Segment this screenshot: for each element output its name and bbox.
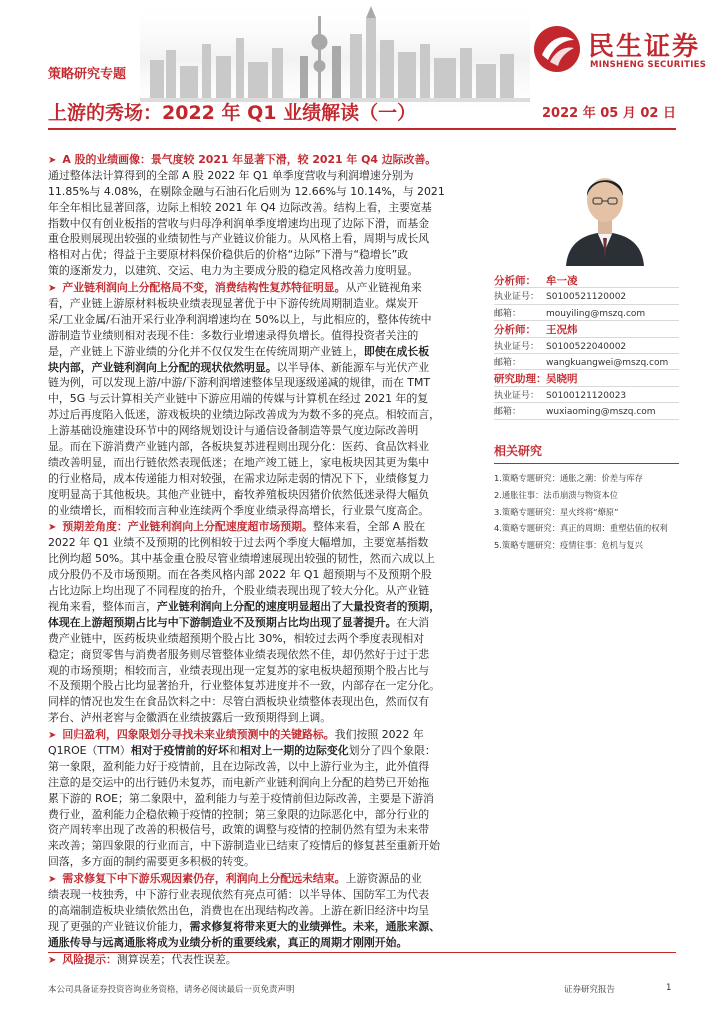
text-line [48, 296, 481, 312]
text-line [48, 168, 481, 184]
text-line [48, 871, 481, 887]
text-line [48, 887, 481, 903]
text-line [48, 935, 481, 951]
text-line [48, 184, 481, 200]
bullet-arrow-icon: ➤ [48, 522, 57, 534]
text-line [48, 903, 481, 919]
text-run: 产业链利润向上分配的速度明显超出了大量投资者的预期， [156, 599, 441, 613]
text-line [48, 647, 481, 663]
text-line [48, 216, 481, 232]
text-line [48, 727, 481, 743]
analyst-email-label: 邮箱： [494, 407, 522, 418]
text-run: 显。而在下游消费产业链内部，各板块复苏进程则出现分化：医药、食品饮料业 [48, 440, 430, 454]
text-run: 链为例，可以发现上游/中游/下游利润增速整体呈现逐级递减的规律，而在 TMT [48, 376, 431, 390]
text-line [48, 583, 481, 599]
text-run: 体现在上游超预期占比与中下游制造业不及预期占比均出现了显著提升。 [48, 615, 397, 629]
related-research-item[interactable]: 5.策略专题研究：疫情往事：危机与复兴 [494, 540, 643, 551]
paragraph-heading: A 股的业绩画像：景气度较 2021 年显著下滑，较 2021 年 Q4 边际改善。 [62, 153, 437, 166]
text-line [48, 280, 481, 296]
text-line [48, 344, 481, 360]
text-line [48, 759, 481, 775]
analyst-role: 研究助理： [494, 373, 547, 386]
text-run: 来改善；第四象限的行业而言，中下游制造业已结束了疫情后的修复甚至重新开始 [48, 839, 441, 853]
text-line [48, 710, 481, 726]
text-run: 成分股仍不及市场预期。而在各类风格内部 2022 年 Q1 超预期与不及预期个股 [48, 568, 432, 582]
text-run: 绩表现一枝独秀，中下游行业表现依然有亮点可循：以半导体、国防军工为代表 [48, 887, 430, 901]
text-line [48, 328, 481, 344]
analyst-cert: S0100521120002 [546, 292, 627, 303]
text-run: 块内部，产业链利润向上分配的现状依然明显。 [48, 360, 277, 374]
text-line [48, 375, 481, 391]
text-run: 的业绩增长，而相较而言种业连续两个季度业绩录得高增长，行业景气度高企。 [48, 503, 430, 517]
page-number: 1 [666, 983, 672, 993]
text-run: 划分了四个象限： [348, 743, 436, 757]
text-line [48, 952, 481, 968]
text-run: 策的逐渐发力，以建筑、交运、电力为主要成分股的稳定风格改善力度明显。 [48, 264, 419, 278]
text-run: 占比边际上均出现了不同程度的抬升，个股业绩表现出现了较大分化。从产业链 [48, 584, 430, 598]
text-run: 即使在成长板 [363, 344, 430, 358]
text-line [48, 838, 481, 854]
summary-paragraph [48, 871, 481, 950]
text-line [48, 615, 481, 631]
report-category: 策略研究专题 [48, 67, 127, 82]
analyst-cert-label: 执业证号： [494, 341, 540, 352]
text-line [48, 599, 481, 615]
text-run: 中，5G 与云计算相关产业链中下游应用端的传媒与计算机在经过 2021 年的复 [48, 392, 429, 406]
analyst-cert: S0100121120023 [546, 390, 627, 401]
text-line [48, 200, 481, 216]
analyst-role: 分析师： [494, 324, 536, 337]
text-line [48, 263, 481, 279]
analyst-email-row [494, 307, 679, 321]
text-line [48, 247, 481, 263]
text-line [48, 439, 481, 455]
summary-paragraph [48, 952, 481, 968]
text-run: 度明显高于其他板块。其他产业链中，畜牧养殖板块因猪价依然低迷录得大幅负 [48, 487, 430, 501]
analyst-email-label: 邮箱： [494, 308, 522, 319]
text-run: 茅台、泸州老窖与金徽酒在业绩披露后一致预期得到上调。 [48, 711, 332, 725]
analyst-cert-row [494, 389, 679, 403]
text-run: 重仓股则展现出较强的业绩韧性与产业链议价能力。从风格上看，周期与成长风 [48, 232, 430, 246]
text-line [48, 631, 481, 647]
analyst-info [494, 274, 679, 422]
text-run: 回落，多方面的制约需要更多积极的转变。 [48, 855, 255, 869]
text-run: 从产业链视角来 [345, 281, 422, 295]
text-run: 和 [228, 743, 240, 757]
text-run: 通过整体法计算得到的全部 A 股 2022 年 Q1 单季度营收与利润增速分别为 [48, 168, 414, 182]
text-line [48, 743, 481, 759]
analyst-name: 吴晓明 [546, 373, 578, 386]
text-line [48, 678, 481, 694]
text-run: 上游资源品的业 [345, 872, 422, 886]
paragraph-heading: 风险提示： [62, 952, 117, 966]
text-line [48, 807, 481, 823]
text-run: 同样的情况也发生在食品饮料之中：尽管白酒板块业绩整体表现出色，然而仅有 [48, 695, 430, 709]
text-line [48, 360, 481, 376]
text-run: 以半导体、新能源车与光伏产业 [276, 360, 430, 374]
related-research-item[interactable]: 1.策略专题研究：通胀之潮：价差与库存 [494, 473, 643, 483]
analyst-card [494, 372, 679, 419]
text-line [48, 407, 481, 423]
text-run: 绩改善明显，而出行链依然表现低迷；在地产竣工链上，家电板块因其更为集中 [48, 455, 430, 469]
text-run: 比例均超 50%。其中基金重仓股尽管业绩增速展现出较强的韧性，然而六成以上 [48, 552, 436, 566]
text-run: Q1ROE（TTM） [48, 743, 131, 757]
analyst-email[interactable]: mouyiling@mszq.com [546, 308, 646, 319]
bullet-arrow-icon: ➤ [48, 283, 57, 295]
brand-mark-icon [532, 24, 582, 74]
related-research-title: 相关研究 [494, 442, 679, 464]
footer-doc-type: 证券研究报告 [564, 985, 616, 995]
bullet-arrow-icon: ➤ [48, 954, 57, 966]
paragraph-heading: 回归盈利，四象限划分寻找未来业绩预测中的关键路标。 [62, 728, 335, 742]
text-run: 现了更强的产业链议价能力， [48, 919, 190, 933]
brand-name-en: MINSHENG SECURITIES [590, 60, 707, 70]
text-line [48, 775, 481, 791]
text-run: 的高端制造板块业绩依然出色，消费也在出现结构改善。上游在新旧经济中均呈 [48, 903, 430, 917]
analyst-cert-label: 执业证号： [494, 390, 540, 401]
analyst-card [494, 274, 679, 321]
brand-name-cn: 民生证券 [588, 32, 701, 62]
analyst-email[interactable]: wangkuangwei@mszq.com [546, 357, 669, 368]
text-line [48, 487, 481, 503]
text-line [48, 503, 481, 519]
summary-paragraph [48, 280, 481, 518]
text-run: 上游基础设施建设环节中的网络规划设计与通信设备制造等景气度边际改善明 [48, 424, 419, 438]
analyst-cert-row [494, 340, 679, 354]
company-logo [530, 24, 706, 74]
report-header [0, 0, 724, 128]
analyst-name-row [494, 372, 679, 386]
text-line [48, 471, 481, 487]
text-run: 采/工业金属/石油开采行业净利润增速均在 50%以上，与此相应的，整体传统中 [48, 312, 432, 326]
text-run: 累下游的 ROE；第二象限中，盈利能力与差于疫情前但边际改善，主要是下游消 [48, 791, 434, 805]
text-run: 是，产业链上下游业绩的分化并不仅仅发生在传统周期产业链上， [48, 344, 364, 358]
text-run: 观的市场预期；相较而言，业绩表现出现一定复苏的家电板块超预期个股占比与 [48, 663, 430, 677]
text-run: 需求修复将带来更大的业绩弹性。未来，通胀来源、 [189, 919, 441, 933]
related-research-item[interactable]: 4.策略专题研究：真正的周期：重塑估值的权利 [494, 523, 668, 534]
analyst-email-label: 邮箱： [494, 357, 522, 368]
paragraph-heading: 预期差角度：产业链利润向上分配速度超市场预期。 [62, 520, 313, 534]
text-run: 注意的是交运中的出行链仍未复苏，而电新产业链利润向上分配的趋势已开始拖 [48, 775, 430, 789]
analyst-name: 王况炜 [546, 324, 578, 337]
analyst-photo [560, 150, 650, 266]
text-run: 费产业链中，医药板块业绩超预期个股占比 30%，相较过去两个季度表现相对 [48, 631, 425, 645]
text-line [48, 919, 481, 935]
text-run: 在大消 [396, 615, 430, 629]
text-line [48, 822, 481, 838]
text-line [48, 791, 481, 807]
text-run: 2022 年 Q1 业绩不及预期的比例相较于过去两个季度大幅增加，主要宽基指数 [48, 536, 429, 550]
text-run: 11.85%与 4.08%，在剔除金融与石油石化后则为 12.66%与 10.14%，与 2021 [48, 184, 445, 198]
text-run: 稳定；商贸零售与消费者服务则尽管整体业绩表现依然不佳，却仍然好于过于悲 [48, 647, 430, 661]
report-title: 上游的秀场：2022 年 Q1 业绩解读（一） [48, 102, 417, 124]
analyst-cert-row [494, 290, 679, 304]
text-run: 的行业格局，成本传递能力相对较强，在需求边际走弱的情况下下，业绩修复力 [48, 471, 430, 485]
summary-paragraph [48, 727, 481, 870]
title-divider [48, 128, 676, 130]
text-line [48, 152, 481, 168]
analyst-email-row [494, 405, 679, 419]
related-research [494, 442, 679, 554]
text-line [48, 519, 481, 535]
summary-paragraph [48, 152, 481, 279]
bullet-arrow-icon: ➤ [48, 874, 57, 886]
bullet-arrow-icon: ➤ [48, 155, 57, 166]
text-run: 游制造节业绩则相对表现不佳：多数行业增速录得负增长。值得投资者关注的 [48, 328, 419, 342]
text-line [48, 535, 481, 551]
analyst-cert: S0100522040002 [546, 341, 627, 352]
text-run: 资产周转率出现了改善的积极信号，政策的调整与疫情的控制仍然有望为未来带 [48, 823, 430, 837]
report-summary [48, 152, 481, 968]
text-run: 看，产业链上游原材料板块业绩表现显著优于中下游传统周期制造业。煤炭开 [48, 297, 419, 311]
analyst-email[interactable]: wuxiaoming@mszq.com [546, 407, 656, 418]
text-run: 第一象限，盈利能力好于疫情前，且在边际改善，以中上游行业为主，此外值得 [48, 759, 430, 773]
related-research-item[interactable]: 3.策略专题研究：星火终将“燎原” [494, 506, 619, 517]
related-research-list [494, 470, 679, 554]
report-date: 2022 年 05 月 02 日 [542, 106, 676, 121]
text-run: 指数中仅有创业板指的营收与归母净利润单季度增速均出现了边际下滑，而基金 [48, 216, 430, 230]
text-run: 整体来看，全部 A 股在 [312, 520, 426, 534]
analyst-role: 分析师： [494, 275, 536, 287]
text-line [48, 663, 481, 679]
text-run: 不及预期个股占比均显著抬升，行业整体复苏进度并不一致，内部存在一定分化。 [48, 679, 441, 693]
text-run: 测算误差；代表性误差。 [116, 952, 237, 966]
analyst-cert-label: 执业证号： [494, 292, 540, 303]
analyst-email-row [494, 356, 679, 370]
analyst-name: 牟一凌 [546, 275, 578, 287]
text-run: 苏过后再度陷入低迷，游戏板块的业绩边际改善成为为数不多的亮点。相较而言， [48, 408, 441, 422]
text-line [48, 391, 481, 407]
text-run: 费行业，盈利能力企稳依赖于疫情的控制；第三象限的边际恶化中，部分行业的 [48, 807, 430, 821]
bullet-arrow-icon: ➤ [48, 730, 57, 742]
text-run: 格相对占优；得益于主要原材料保价稳供后的价格“边际”下滑与“稳增长”政 [48, 248, 409, 262]
text-run: 相对上一期的边际变化 [239, 743, 349, 757]
text-run: 相对于疫情前的好坏 [130, 743, 229, 757]
text-line [48, 455, 481, 471]
paragraph-heading: 产业链利润向上分配格局不变，消费结构性复苏特征明显。 [62, 281, 346, 295]
analyst-name-row [494, 323, 679, 337]
footer-disclaimer: 本公司具备证券投资咨询业务资格，请务必阅读最后一页免责声明 [48, 985, 295, 995]
paragraph-heading: 需求修复下中下游乐观因素仍存，利润向上分配远未结束。 [62, 872, 346, 886]
text-line [48, 694, 481, 710]
analyst-name-row [494, 274, 679, 288]
text-run: 我们按照 2022 年 [334, 728, 424, 742]
text-run: 视角来看，整体而言， [48, 599, 157, 613]
related-research-item[interactable]: 2.通胀往事：法币崩溃与物资本位 [494, 489, 619, 500]
text-line [48, 854, 481, 870]
text-run: 年全年相比显著回落，边际上相较 2021 年 Q4 边际改善。结构上看，主要宽基 [48, 200, 432, 214]
text-run: 通胀传导与远离通胀将成为业绩分析的重要线索，真正的周期才刚刚开始。 [48, 935, 408, 949]
analyst-card [494, 323, 679, 370]
footer-divider [48, 952, 676, 953]
text-line [48, 312, 481, 328]
text-line [48, 231, 481, 247]
text-line [48, 423, 481, 439]
summary-paragraph [48, 519, 481, 726]
text-line [48, 551, 481, 567]
text-line [48, 567, 481, 583]
